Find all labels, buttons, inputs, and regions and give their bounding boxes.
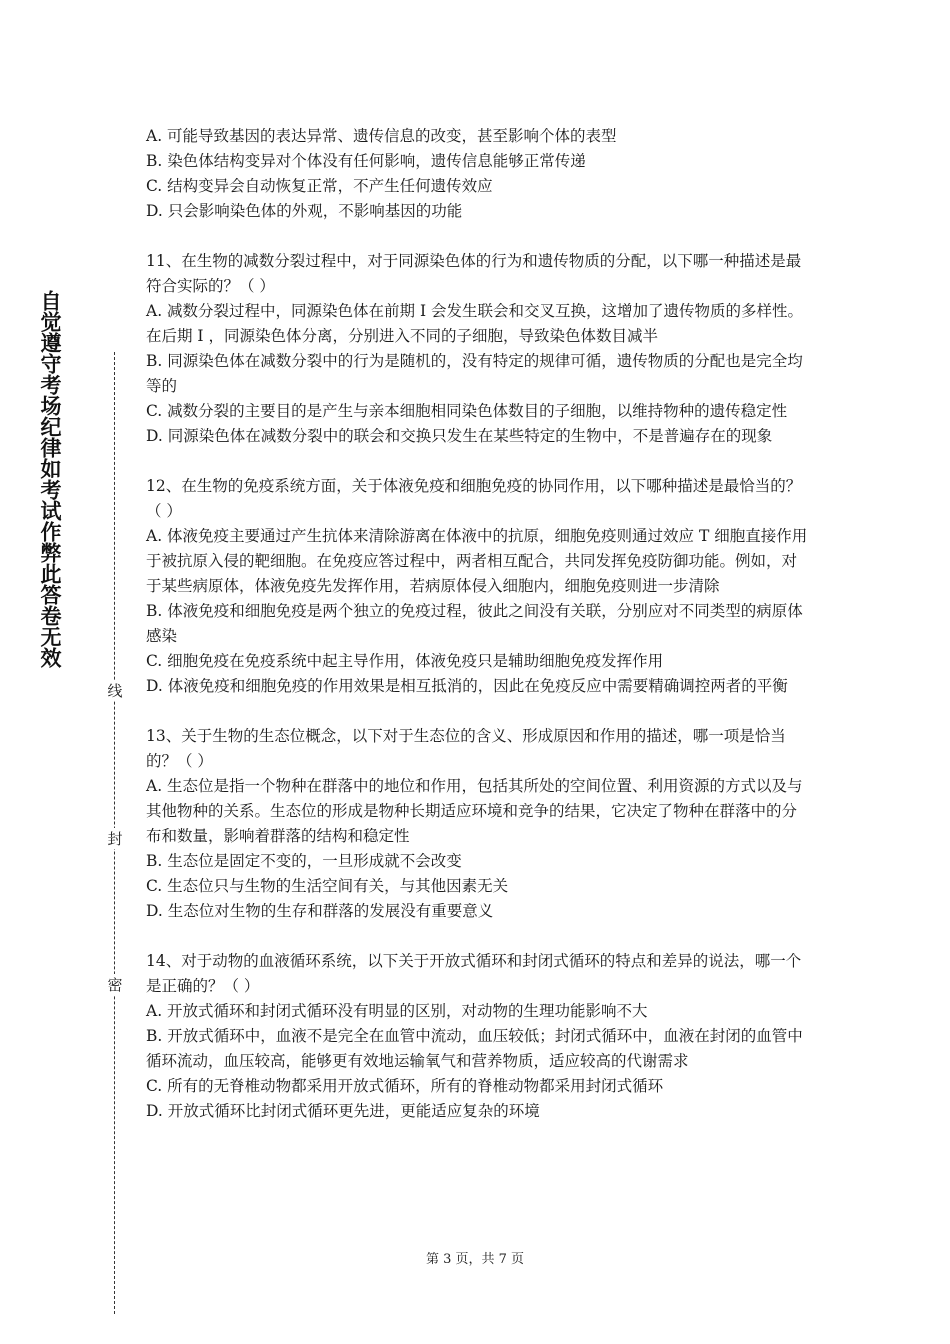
seal-label-seal: 封 [105, 828, 125, 849]
option-d: D. 体液免疫和细胞免疫的作用效果是相互抵消的，因此在免疫反应中需要精确调控两者的平衡 [146, 677, 788, 695]
option-b: B. 同源染色体在减数分裂中的行为是随机的，没有特定的规律可循，遗传物质的分配也是完全均等的 [146, 352, 803, 395]
option-a: A. 可能导致基因的表达异常、遗传信息的改变，甚至影响个体的表型 [146, 127, 617, 145]
question-stem: 13、关于生物的生态位概念，以下对于生态位的含义、形成原因和作用的描述，哪一项是恰当的？（ ） [146, 727, 786, 770]
option-d: D. 同源染色体在减数分裂中的联会和交换只发生在某些特定的生物中，不是普遍存在的现象 [146, 427, 773, 445]
option-b: B. 体液免疫和细胞免疫是两个独立的免疫过程，彼此之间没有关联，分别应对不同类型的病原体感染 [146, 602, 803, 645]
option-a: A. 生态位是指一个物种在群落中的地位和作用，包括其所处的空间位置、利用资源的方式以及与其他物种的关系。生态位的形成是物种长期适应环境和竞争的结果，它决定了物种在群落中的分布和数量，影响着群落的结构和稳定性 [146, 777, 803, 845]
page-number: 第 3 页，共 7 页 [425, 1252, 525, 1267]
seal-label-secret: 密 [105, 974, 125, 995]
question-10-continued [146, 124, 808, 224]
option-b: B. 开放式循环中，血液不是完全在血管中流动，血压较低；封闭式循环中，血液在封闭的血管中循环流动，血压较高，能够更有效地运输氧气和营养物质，适应较高的代谢需求 [146, 1027, 803, 1070]
question-14 [146, 949, 808, 1124]
option-b: B. 染色体结构变异对个体没有任何影响，遗传信息能够正常传递 [146, 152, 586, 170]
seal-label-line: 线 [105, 680, 125, 701]
option-c: C. 减数分裂的主要目的是产生与亲本细胞相同染色体数目的子细胞，以维持物种的遗传稳定性 [146, 402, 788, 420]
question-stem: 14、对于动物的血液循环系统，以下关于开放式循环和封闭式循环的特点和差异的说法，哪一个是正确的？（ ） [146, 952, 802, 995]
question-stem: 12、在生物的免疫系统方面，关于体液免疫和细胞免疫的协同作用，以下哪种描述是最恰当的？（ ） [146, 477, 802, 520]
option-d: D. 开放式循环比封闭式循环更先进，更能适应复杂的环境 [146, 1102, 540, 1120]
option-d: D. 只会影响染色体的外观，不影响基因的功能 [146, 202, 463, 220]
question-list [146, 124, 808, 1124]
option-c: C. 生态位只与生物的生活空间有关，与其他因素无关 [146, 877, 509, 895]
question-12 [146, 474, 808, 699]
exam-discipline-notice: 自觉遵守考场纪律如考试作弊此答卷无效 [38, 290, 62, 668]
question-11 [146, 249, 808, 449]
option-a: A. 减数分裂过程中，同源染色体在前期 I 会发生联会和交叉互换，这增加了遗传物质的多样性。在后期 I ，同源染色体分离，分别进入不同的子细胞，导致染色体数目减半 [146, 302, 804, 345]
option-c: C. 所有的无脊椎动物都采用开放式循环，所有的脊椎动物都采用封闭式循环 [146, 1077, 664, 1095]
question-13 [146, 724, 808, 924]
option-c: C. 结构变异会自动恢复正常，不产生任何遗传效应 [146, 177, 493, 195]
question-stem: 11、在生物的减数分裂过程中，对于同源染色体的行为和遗传物质的分配，以下哪一种描述是最符合实际的？（ ） [146, 252, 802, 295]
option-b: B. 生态位是固定不变的，一旦形成就不会改变 [146, 852, 462, 870]
option-a: A. 开放式循环和封闭式循环没有明显的区别，对动物的生理功能影响不大 [146, 1002, 648, 1020]
option-a: A. 体液免疫主要通过产生抗体来清除游离在体液中的抗原，细胞免疫则通过效应 T 细胞直接作用于被抗原入侵的靶细胞。在免疫应答过程中，两者相互配合，共同发挥免疫防御功能。例如，对于某些病原体，体液免疫先发挥作用，若病原体侵入细胞内，细胞免疫则进一步清除 [146, 527, 808, 595]
option-d: D. 生态位对生物的生存和群落的发展没有重要意义 [146, 902, 494, 920]
option-c: C. 细胞免疫在免疫系统中起主导作用，体液免疫只是辅助细胞免疫发挥作用 [146, 652, 664, 670]
